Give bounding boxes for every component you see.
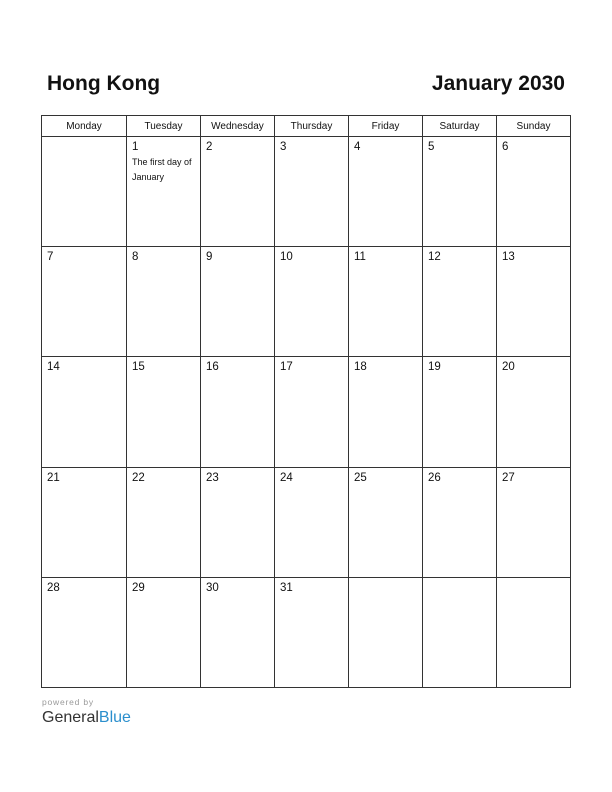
week-row xyxy=(42,577,571,687)
day-cell-empty xyxy=(497,577,571,687)
powered-by-label: powered by xyxy=(42,697,94,707)
holiday-label: The first day of January xyxy=(132,157,192,182)
day-number: 11 xyxy=(354,251,366,264)
day-cell xyxy=(42,577,127,687)
weekday-header-thursday: Thursday xyxy=(275,116,349,137)
day-number: 24 xyxy=(280,471,293,484)
day-cell xyxy=(127,357,201,467)
day-number: 26 xyxy=(428,471,441,484)
day-number: 27 xyxy=(502,471,515,484)
day-number: 13 xyxy=(502,251,515,264)
day-cell xyxy=(201,577,275,687)
day-number: 2 xyxy=(206,141,213,153)
weekday-header-saturday: Saturday xyxy=(423,116,497,137)
brand-logo[interactable] xyxy=(42,708,131,728)
day-cell xyxy=(201,357,275,467)
day-number: 6 xyxy=(502,141,509,153)
day-number: 5 xyxy=(428,141,435,153)
weekday-header-monday: Monday xyxy=(42,116,127,137)
day-cell xyxy=(423,137,497,247)
day-number: 3 xyxy=(280,141,287,153)
day-number: 14 xyxy=(47,361,60,374)
week-row xyxy=(42,137,571,247)
day-cell xyxy=(497,467,571,577)
day-cell xyxy=(423,467,497,577)
day-number: 1 xyxy=(132,141,139,153)
day-number: 19 xyxy=(428,361,441,374)
day-cell xyxy=(349,247,423,357)
day-cell xyxy=(42,357,127,467)
weekday-header-friday: Friday xyxy=(349,116,423,137)
month-calendar-grid xyxy=(41,115,571,688)
day-number: 17 xyxy=(280,361,293,374)
day-cell xyxy=(497,247,571,357)
day-cell xyxy=(275,137,349,247)
day-cell xyxy=(349,357,423,467)
day-number: 15 xyxy=(132,361,145,374)
day-cell xyxy=(201,247,275,357)
day-cell xyxy=(349,467,423,577)
day-number: 28 xyxy=(47,581,60,594)
week-row xyxy=(42,467,571,577)
day-number: 4 xyxy=(354,141,361,153)
day-cell xyxy=(275,357,349,467)
day-cell xyxy=(127,577,201,687)
day-number: 23 xyxy=(206,471,219,484)
day-cell xyxy=(42,467,127,577)
weekday-header-sunday: Sunday xyxy=(497,116,571,137)
day-cell xyxy=(423,357,497,467)
day-cell xyxy=(275,467,349,577)
day-cell xyxy=(201,467,275,577)
day-number: 29 xyxy=(132,581,145,594)
weekday-header-row xyxy=(42,116,571,137)
day-cell xyxy=(42,247,127,357)
day-cell xyxy=(349,137,423,247)
day-number: 16 xyxy=(206,361,219,374)
day-number: 31 xyxy=(280,581,293,594)
day-cell xyxy=(275,247,349,357)
calendar-region-title: Hong Kong xyxy=(47,72,161,95)
day-cell-empty xyxy=(42,137,127,247)
weekday-header-tuesday: Tuesday xyxy=(127,116,201,137)
day-cell xyxy=(127,137,201,247)
day-number: 12 xyxy=(428,251,441,264)
week-row xyxy=(42,357,571,467)
day-cell xyxy=(201,137,275,247)
day-number: 30 xyxy=(206,581,219,594)
day-cell xyxy=(497,137,571,247)
footer-branding xyxy=(42,697,131,728)
day-number: 10 xyxy=(280,251,293,264)
day-cell xyxy=(127,247,201,357)
day-cell xyxy=(497,357,571,467)
calendar-month-title: January 2030 xyxy=(431,72,565,95)
day-cell xyxy=(275,577,349,687)
day-number: 7 xyxy=(47,251,54,264)
day-number: 18 xyxy=(354,361,367,374)
day-number: 21 xyxy=(47,471,60,484)
day-number: 8 xyxy=(132,251,139,264)
brand-name-general: General xyxy=(42,709,99,726)
day-number: 9 xyxy=(206,251,213,264)
day-cell-empty xyxy=(423,577,497,687)
day-number: 25 xyxy=(354,471,367,484)
day-number: 20 xyxy=(502,361,515,374)
day-cell xyxy=(423,247,497,357)
day-cell-empty xyxy=(349,577,423,687)
week-row xyxy=(42,247,571,357)
day-cell xyxy=(127,467,201,577)
weekday-header-wednesday: Wednesday xyxy=(201,116,275,137)
brand-name-blue: Blue xyxy=(98,709,131,726)
day-number: 22 xyxy=(132,471,145,484)
